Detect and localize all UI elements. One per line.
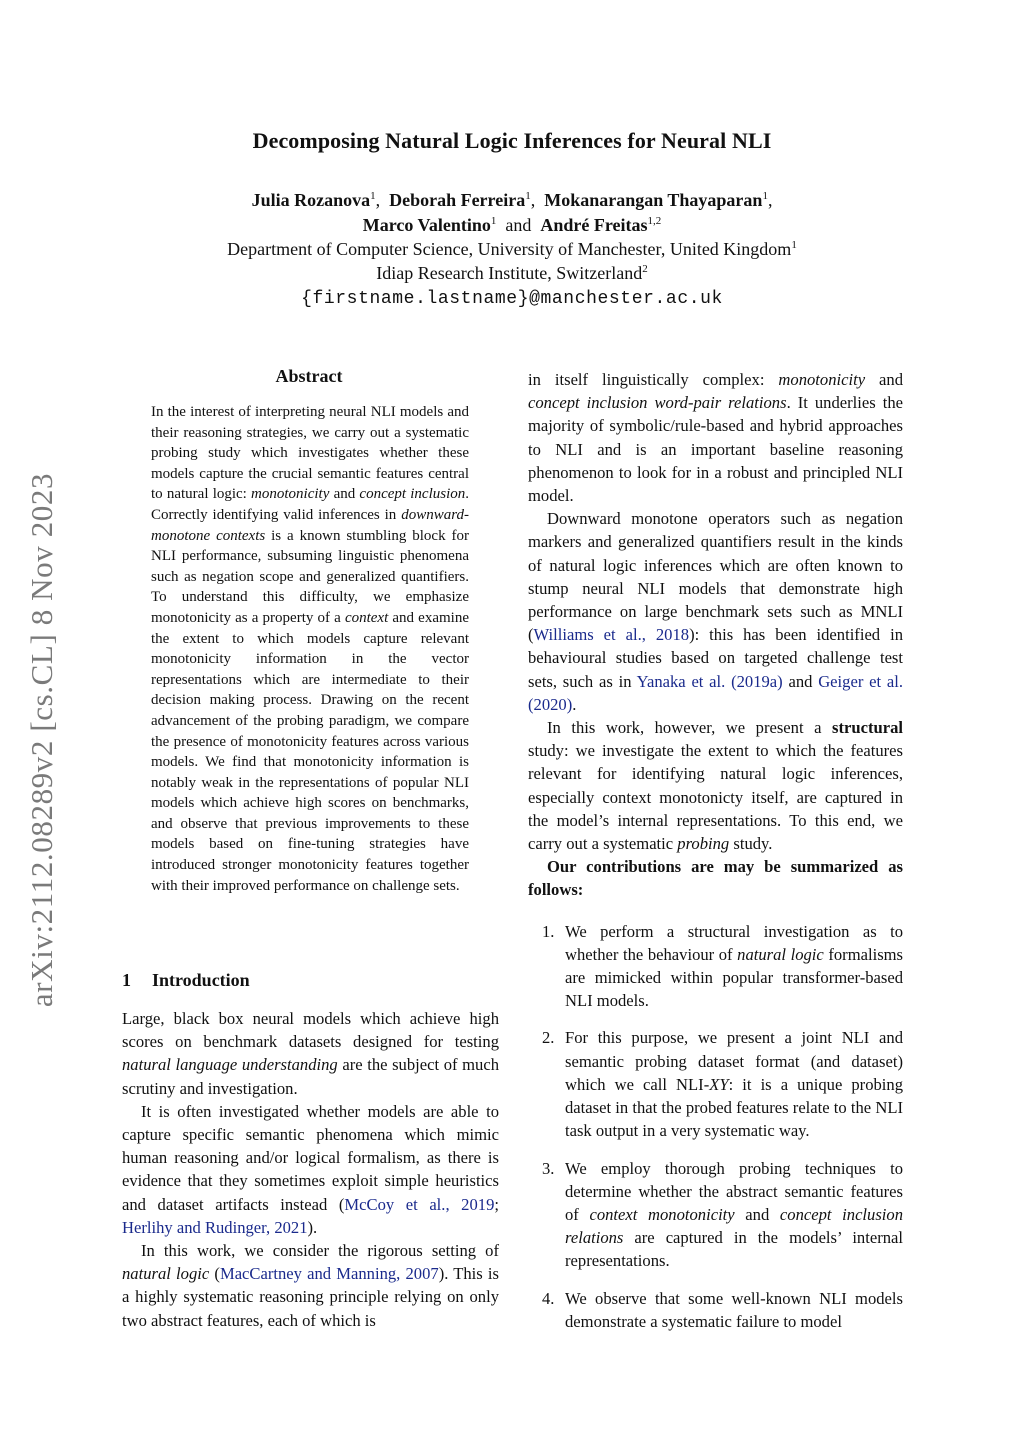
citation-link[interactable]: Herlihy and Rudinger, 2021	[122, 1217, 308, 1237]
list-item: 4. We observe that some well-known NLI models demonstrate a systematic failure to model	[542, 1288, 903, 1331]
citation-link[interactable]: MacCartney and Manning, 2007	[219, 1264, 439, 1284]
list-item: 3. We employ thorough probing techniques to determine whether the abstract semantic features of context monotonicity and concept inclusion relations are captured in the models’ internal representations.	[542, 1158, 903, 1271]
author-line-2: Marco Valentino$^1$ and André Freitas$^{1,2}$	[362, 215, 662, 235]
author-name: Deborah Ferreira	[389, 190, 526, 210]
section-heading-introduction: 1 Introduction	[122, 970, 250, 990]
body-paragraph: in itself linguistically complex: monotonicity and concept inclusion word-pair relations. It underlies the majority of symbolic/rule-based and hybrid approaches to NLI and is an important baseline reasoning phenomenon to look for in a robust and principled NLI model.	[528, 370, 904, 506]
list-item: 1. We perform a structural investigation as to whether the behaviour of natural logic formalisms are mimicked within popular transformer-based NLI models.	[542, 921, 904, 1011]
citation-link[interactable]: Geiger et al. (2020)	[528, 671, 903, 714]
paper-title: Decomposing Natural Logic Inferences for Neural NLI	[252, 128, 772, 153]
affiliation-2: Idiap Research Institute, Switzerland$^2$	[376, 263, 648, 283]
author-name: Mokanarangan Thayaparan	[544, 190, 763, 210]
abstract-heading: Abstract	[275, 366, 343, 386]
contributions-list	[528, 920, 903, 1333]
body-paragraph: It is often investigated whether models are able to capture specific semantic phenomena which mimic human reasoning and/or logical formalism, as there is evidence that they sometimes exploit simple heuristics and dataset artifacts instead (McCoy et al., 2019; Herlihy and Rudinger, 2021).	[122, 1101, 499, 1237]
abstract-paragraph: In the interest of interpreting neural NLI models and their reasoning strategies, we carry out a systematic probing study which investigates whether these models capture the crucial semantic features central to natural logic: monotonicity and concept inclusion. Correctly identifying valid inferences in downward-monotone contexts is a known stumbling block for NLI performance, subsuming linguistic phenomena such as negation scope and generalized quantifiers. To understand this difficulty, we emphasize monotonicity as a property of a context and examine the extent to which models capture relevant monotonicity information in the vector representations which are intermediate to their decision making process. Drawing on the recent advancement of the probing paradigm, we compare the presence of monotonicity features across various models. We find that monotonicity information is notably weak in the representations of popular NLI models which achieve high scores on benchmarks, and observe that previous improvements to these models based on fine-tuning strategies have introduced stronger monotonicity features together with their improved performance on challenge sets.	[151, 404, 469, 894]
author-email: {firstname.lastname}@manchester.ac.uk	[301, 289, 723, 309]
author-line-1: Julia Rozanova$^1$, Deborah Ferreira$^1$, Mokanarangan Thayaparan$^1$,	[251, 190, 773, 210]
body-paragraph: Downward monotone operators such as negation markers and generalized quantifiers result in the kinds of natural logic inferences which are often known to stump neural NLI models that demonstrate high performance on large benchmark sets such as MNLI (Williams et al., 2018): this has been identified in behavioural studies based on targeted challenge test sets, such as in Yanaka et al. (2019a) and Geiger et al. (2020).	[528, 509, 903, 714]
affiliation-1: Department of Computer Science, University of Manchester, United Kingdom$^1$	[227, 239, 797, 259]
author-name: Marco Valentino	[362, 215, 491, 235]
citation-link[interactable]: Williams et al., 2018	[533, 625, 690, 645]
introduction-right-column	[528, 368, 903, 1347]
body-paragraph: In this work, however, we present a structural study: we investigate the extent to which the features relevant for identifying natural logic inferences, especially context monotonicty itself, are captured in the model’s internal representations. To this end, we carry out a systematic probing study.	[528, 718, 903, 854]
abstract-body	[151, 402, 469, 896]
author-name: Julia Rozanova	[251, 190, 371, 210]
body-paragraph: Large, black box neural models which achieve high scores on benchmark datasets designed for testing natural language understanding are the subject of much scrutiny and investigation.	[122, 1009, 500, 1098]
list-item: 2. For this purpose, we present a joint NLI and semantic probing dataset format (and dataset) which we call NLI-XY: it is a unique probing dataset in that the probed features relate to the NLI task output in a very systematic way.	[542, 1028, 903, 1141]
author-name: André Freitas	[540, 215, 648, 235]
contributions-lead: Our contributions are may be summarized as follows:	[528, 857, 903, 900]
arxiv-stamp: arXiv:2112.08289v2 [cs.CL] 8 Nov 2023	[24, 472, 59, 1008]
introduction-left-column	[122, 1007, 499, 1332]
citation-link[interactable]: Yanaka et al. (2019a)	[636, 671, 783, 691]
citation-link[interactable]: McCoy et al., 2019	[344, 1194, 495, 1214]
body-paragraph: In this work, we consider the rigorous setting of natural logic (MacCartney and Manning, 2007). This is a highly systematic reasoning principle relying on only two abstract features, each of which is	[122, 1241, 499, 1330]
